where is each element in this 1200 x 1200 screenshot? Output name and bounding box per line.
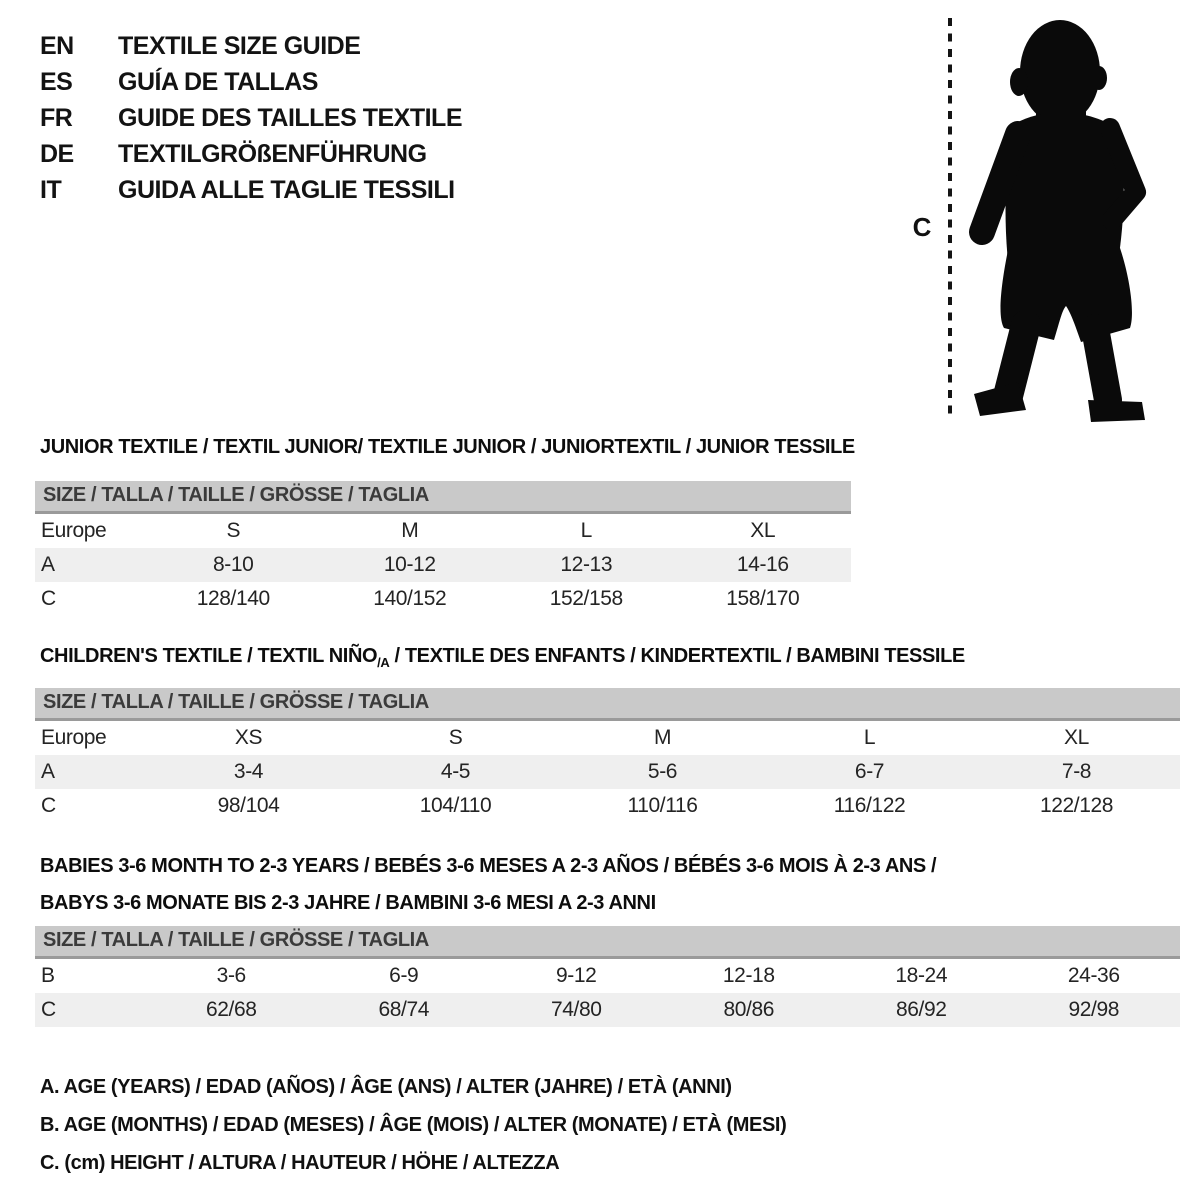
size-value-cell: 104/110: [419, 794, 492, 817]
size-value-cell: 68/74: [318, 993, 491, 1027]
size-value-cell: 6-9: [389, 964, 419, 987]
row-label-cell: A: [35, 755, 145, 789]
size-value-cell: 122/128: [1039, 794, 1114, 817]
size-value-cell: XS: [234, 726, 263, 749]
size-value-cell: 98/104: [217, 794, 280, 817]
language-guide-item: [40, 136, 462, 172]
row-label-cell: A: [35, 548, 145, 582]
junior-size-header: SIZE / TALLA / TAILLE / GRÖSSE / TAGLIA: [35, 481, 851, 514]
height-marker-label: C: [912, 212, 932, 242]
legend-line-c: C. (cm) HEIGHT / ALTURA / HAUTEUR / HÖHE / ALTEZZA: [40, 1152, 560, 1174]
size-value-cell: 3-6: [216, 964, 246, 987]
legend: [40, 1068, 786, 1182]
row-label-cell: Europe: [41, 519, 107, 542]
table-row: [35, 548, 851, 582]
size-value-cell: 12-13: [498, 548, 675, 582]
size-value-cell: XL: [750, 519, 776, 542]
language-code: DE: [40, 139, 74, 168]
size-value-cell: 80/86: [663, 993, 836, 1027]
size-value-cell: 4-5: [352, 755, 559, 789]
childrens-title-post: / TEXTILE DES ENFANTS / KINDERTEXTIL / BAMBINI TESSILE: [389, 645, 965, 667]
childrens-section-title: [40, 645, 965, 670]
childrens-size-table: [35, 721, 1180, 823]
language-guide-list: [40, 28, 462, 208]
language-guide-title: TEXTILGRÖßENFÜHRUNG: [118, 139, 427, 168]
size-value-cell: L: [863, 726, 876, 749]
language-code: EN: [40, 31, 74, 60]
babies-title-line1: BABIES 3-6 MONTH TO 2-3 YEARS / BEBÉS 3-6 MESES A 2-3 AÑOS / BÉBÉS 3-6 MOIS À 2-3 ANS /: [40, 855, 937, 877]
figure: [900, 0, 1200, 440]
row-label-cell: C: [41, 794, 56, 817]
size-value-cell: 92/98: [1008, 993, 1181, 1027]
size-value-cell: 74/80: [490, 993, 663, 1027]
row-label-cell: C: [35, 993, 145, 1027]
size-value-cell: XL: [1064, 726, 1089, 749]
language-guide-title: GUIDA ALLE TAGLIE TESSILI: [118, 175, 455, 204]
size-value-cell: 3-4: [145, 755, 352, 789]
size-value-cell: 7-8: [973, 755, 1180, 789]
size-value-cell: 86/92: [835, 993, 1008, 1027]
size-value-cell: 9-12: [556, 964, 597, 987]
toddler-silhouette-image: [900, 0, 1200, 440]
junior-size-table: [35, 514, 851, 616]
size-value-cell: S: [448, 726, 463, 749]
table-row: [35, 755, 1180, 789]
toddler-silhouette: [974, 20, 1145, 422]
babies-size-table: [35, 959, 1180, 1027]
size-value-cell: 140/152: [373, 587, 447, 610]
babies-title-line2: BABYS 3-6 MONATE BIS 2-3 JAHRE / BAMBINI 3-6 MESI A 2-3 ANNI: [40, 892, 656, 914]
size-value-cell: 158/170: [726, 587, 800, 610]
row-label-cell: B: [41, 964, 55, 987]
language-code: ES: [40, 67, 73, 96]
size-value-cell: L: [580, 519, 592, 542]
size-value-cell: 24-36: [1067, 964, 1120, 987]
language-guide-item: [40, 100, 462, 136]
legend-line-b: B. AGE (MONTHS) / EDAD (MESES) / ÂGE (MOIS) / ALTER (MONATE) / ETÀ (MESI): [40, 1114, 787, 1136]
table-row: [35, 721, 1180, 755]
size-value-cell: 5-6: [559, 755, 766, 789]
table-row: [35, 514, 851, 548]
size-value-cell: 128/140: [196, 587, 270, 610]
size-value-cell: 18-24: [895, 964, 948, 987]
size-value-cell: 116/122: [833, 794, 906, 817]
language-guide-item: [40, 64, 462, 100]
size-value-cell: M: [653, 726, 672, 749]
legend-line-a: A. AGE (YEARS) / EDAD (AÑOS) / ÂGE (ANS) / ALTER (JAHRE) / ETÀ (ANNI): [40, 1076, 732, 1098]
size-value-cell: 6-7: [766, 755, 973, 789]
language-guide-title: TEXTILE SIZE GUIDE: [118, 31, 361, 60]
row-label-cell: Europe: [41, 726, 107, 749]
childrens-title-sub: /A: [377, 655, 390, 670]
language-code: IT: [40, 175, 62, 204]
size-value-cell: S: [226, 519, 241, 542]
language-guide-item: [40, 172, 462, 208]
size-value-cell: M: [401, 519, 419, 542]
size-value-cell: 110/116: [627, 794, 698, 817]
childrens-title-pre: CHILDREN'S TEXTILE / TEXTIL NIÑO: [40, 645, 378, 667]
size-value-cell: 10-12: [322, 548, 499, 582]
table-row: [35, 789, 1180, 823]
junior-section-title: JUNIOR TEXTILE / TEXTIL JUNIOR/ TEXTILE JUNIOR / JUNIORTEXTIL / JUNIOR TESSILE: [40, 436, 855, 458]
language-guide-title: GUIDE DES TAILLES TEXTILE: [118, 103, 463, 132]
size-value-cell: 12-18: [722, 964, 775, 987]
row-label-cell: C: [41, 587, 56, 610]
babies-section-title: [40, 848, 936, 922]
table-row: [35, 959, 1180, 993]
size-value-cell: 14-16: [675, 548, 852, 582]
size-value-cell: 62/68: [145, 993, 318, 1027]
childrens-size-header: SIZE / TALLA / TAILLE / GRÖSSE / TAGLIA: [35, 688, 1180, 721]
table-row: [35, 582, 851, 616]
table-row: [35, 993, 1180, 1027]
language-guide-item: [40, 28, 462, 64]
size-value-cell: 152/158: [549, 587, 623, 610]
language-guide-title: GUÍA DE TALLAS: [118, 67, 318, 96]
size-value-cell: 8-10: [145, 548, 322, 582]
babies-size-header: SIZE / TALLA / TAILLE / GRÖSSE / TAGLIA: [35, 926, 1180, 959]
language-code: FR: [40, 103, 73, 132]
